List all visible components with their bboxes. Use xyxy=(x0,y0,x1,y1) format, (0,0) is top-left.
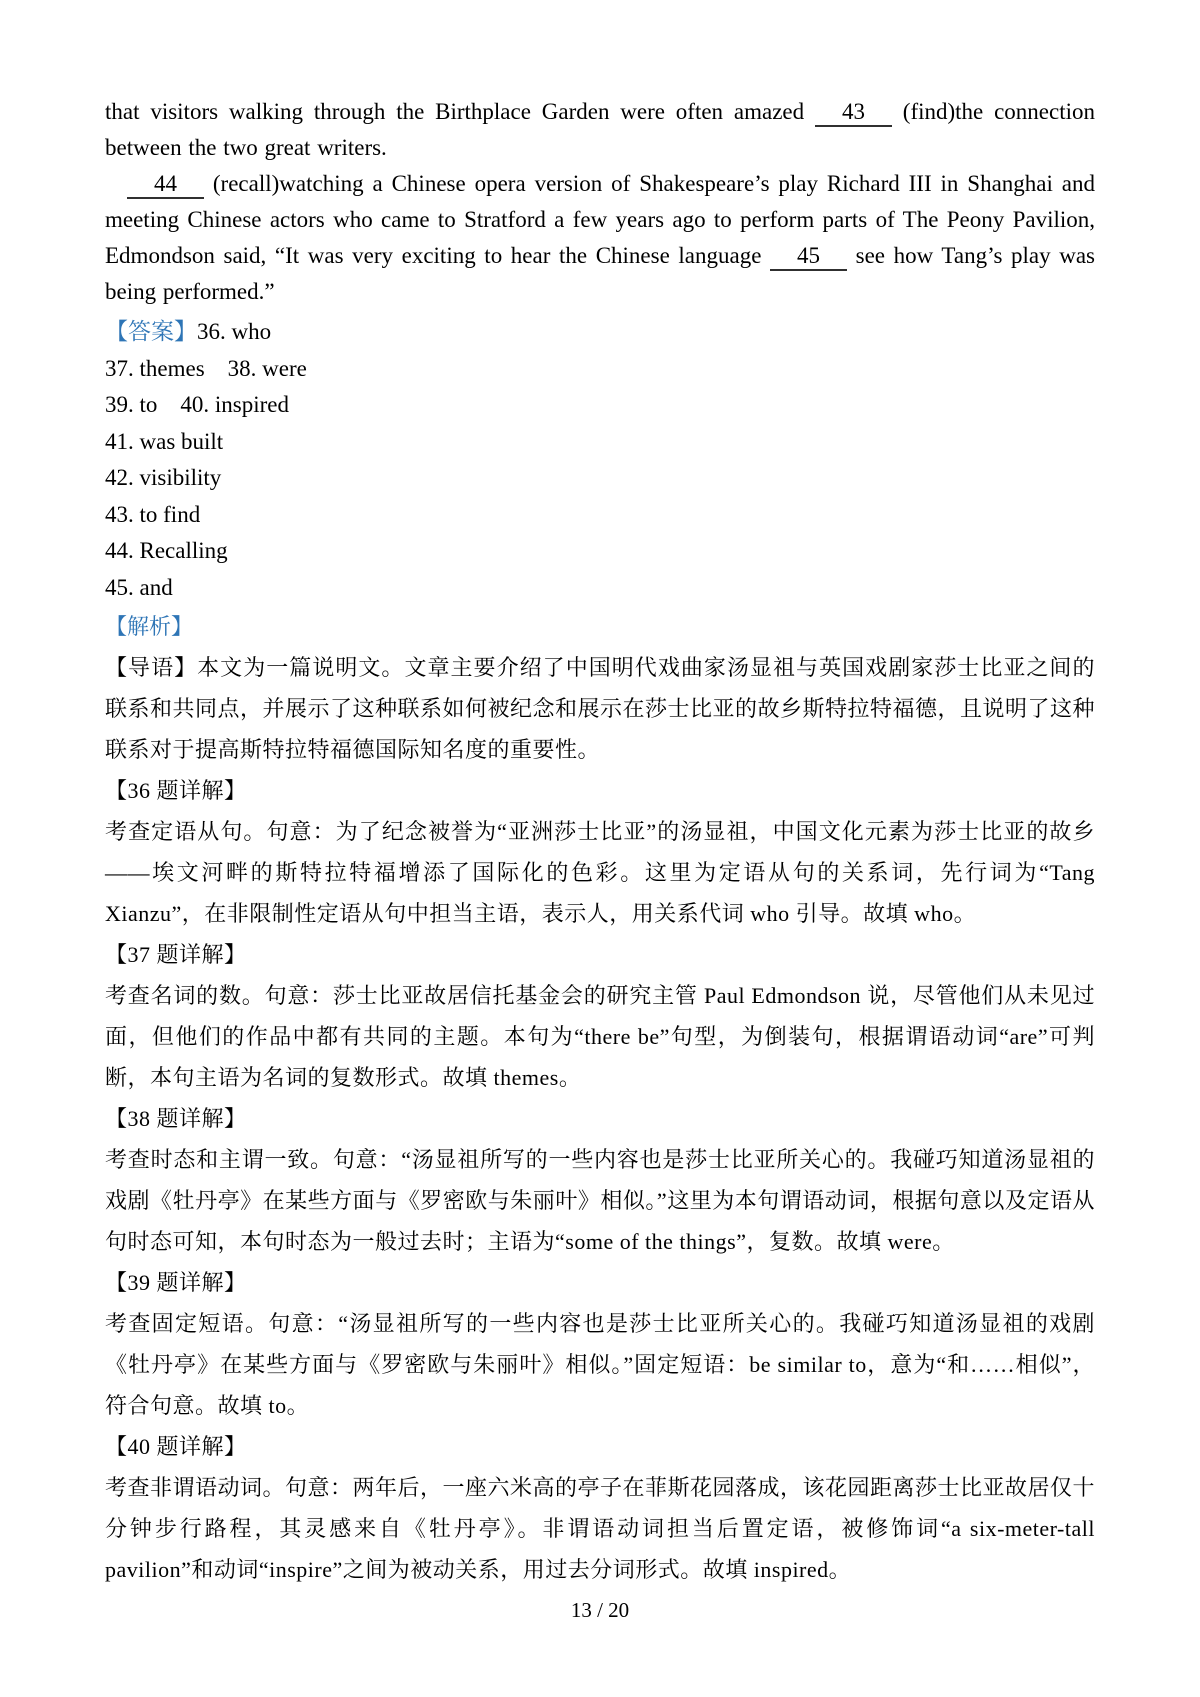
answer-line: 39. to 40. inspired xyxy=(105,392,289,417)
detail-text: 考查名词的数。句意：莎士比亚故居信托基金会的研究主管 Paul Edmondson 说，尽管他们从未见过面，但他们的作品中都有共同的主题。本句为“there be”句型，为倒装句，根据谓语动词“are”可判断，本句主语为名词的复数形式。故填 themes。 xyxy=(105,983,1095,1090)
passage-text-run: (find)the connection between the two great writers. xyxy=(105,99,1095,160)
passage-text-run: see how Tang’s play was being performed.” xyxy=(105,243,1095,304)
fill-blank-45: 45 xyxy=(770,243,847,271)
answer-line: 41. was built xyxy=(105,428,224,454)
detail-heading: 【37 题详解】 xyxy=(105,942,247,967)
detail-text: 考查时态和主谓一致。句意：“汤显祖所写的一些内容也是莎士比亚所关心的。我碰巧知道汤显祖的戏剧《牡丹亭》在某些方面与《罗密欧与朱丽叶》相似。”这里为本句谓语动词，根据句意以及定语从句时态可知，本句时态为一般过去时；主语为“some of the things”，复数。故填 were。 xyxy=(105,1147,1095,1254)
answer-line: 42. visibility xyxy=(105,465,222,490)
detail-heading: 【39 题详解】 xyxy=(105,1270,247,1295)
answer-line: 45. and xyxy=(105,574,173,600)
analysis-section xyxy=(105,606,1095,1590)
answer-line: 43. to find xyxy=(105,501,201,527)
detail-text: 考查固定短语。句意：“汤显祖所写的一些内容也是莎士比亚所关心的。我碰巧知道汤显祖的戏剧《牡丹亭》在某些方面与《罗密欧与朱丽叶》相似。”固定短语：be similar to，意为“和……相似”，符合句意。故填 to。 xyxy=(105,1311,1095,1418)
answer-item: 36. who xyxy=(197,319,272,344)
analysis-details xyxy=(105,770,1095,1590)
fill-blank-44: 44 xyxy=(127,171,204,199)
passage-section xyxy=(105,94,1095,310)
answers-label: 【答案】 xyxy=(105,319,197,344)
detail-heading: 【38 题详解】 xyxy=(105,1106,247,1131)
passage-text-run: (recall)watching a Chinese opera version of Shakespeare’s play Richard III in Shanghai and meeting Chinese actors who came to Stratford a few years ago to perform parts of The Peony Pavilion, Edmondson said, “It was very exciting to hear the Chinese language xyxy=(105,171,1095,268)
intro-text: 本文为一篇说明文。文章主要介绍了中国明代戏曲家汤显祖与英国戏剧家莎士比亚之间的联系和共同点，并展示了这种联系如何被纪念和展示在莎士比亚的故乡斯特拉特福德，且说明了这种联系对于提高斯特拉特福德国际知名度的重要性。 xyxy=(105,655,1096,762)
analysis-label: 【解析】 xyxy=(105,614,194,639)
answer-line: 44. Recalling xyxy=(105,538,228,563)
answers-section xyxy=(105,314,1095,606)
answer-line: 37. themes 38. were xyxy=(105,355,307,381)
passage-text-run: that visitors walking through the Birthplace Garden were often amazed xyxy=(105,99,815,124)
detail-heading: 【40 题详解】 xyxy=(105,1434,247,1459)
analysis-intro xyxy=(105,647,1095,770)
detail-text: 考查定语从句。句意：为了纪念被誉为“亚洲莎士比亚”的汤显祖，中国文化元素为莎士比亚的故乡——埃文河畔的斯特拉特福增添了国际化的色彩。这里为定语从句的关系词，先行词为“Tang Xianzu”，在非限制性定语从句中担当主语，表示人，用关系代词 who 引导。故填 who。 xyxy=(105,819,1095,926)
passage-paragraph-2 xyxy=(105,166,1095,310)
intro-label: 【导语】 xyxy=(105,655,198,680)
answers-first-line xyxy=(105,314,1095,351)
fill-blank-43: 43 xyxy=(815,99,892,127)
passage-paragraph-1 xyxy=(105,94,1095,166)
answers-list xyxy=(105,351,1095,607)
detail-text: 考查非谓语动词。句意：两年后，一座六米高的亭子在菲斯花园落成，该花园距离莎士比亚故居仅十分钟步行路程，其灵感来自《牡丹亭》。非谓语动词担当后置定语，被修饰词“a six-meter-tall pavilion”和动词“inspire”之间为被动关系，用过去分词形式。故填 inspired。 xyxy=(105,1475,1096,1582)
detail-heading: 【36 题详解】 xyxy=(105,778,247,803)
page-number: 13 / 20 xyxy=(570,1598,630,1622)
